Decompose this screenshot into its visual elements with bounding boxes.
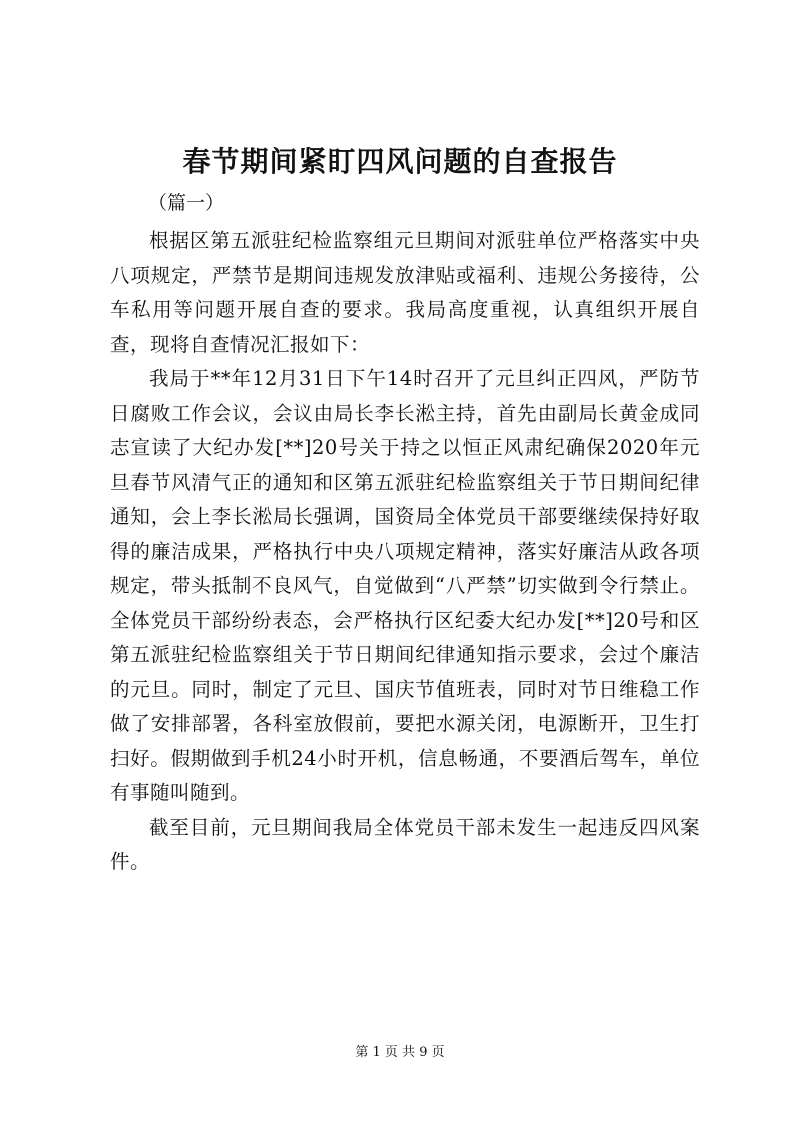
paragraph-1: 根据区第五派驻纪检监察组元旦期间对派驻单位严格落实中央八项规定，严禁节是期间违规发放津贴或福利、违规公务接待，公车私用等问题开展自查的要求。我局高度重视，认真组织开展自查，现将自查情况汇报如下： xyxy=(110,229,700,356)
document-title: 春节期间紧盯四风问题的自查报告 xyxy=(182,145,618,178)
paragraph-3: 截至目前，元旦期间我局全体党员干部未发生一起违反四风案件。 xyxy=(110,815,700,873)
page-footer: 第 1 页 共 9 页 xyxy=(355,1045,445,1060)
section-label: （篇一） xyxy=(148,192,225,214)
paragraph-2: 我局于**年12月31日下午14时召开了元旦纠正四风，严防节日腐败工作会议，会议由局长李长淞主持，首先由副局长黄金成同志宣读了大纪办发[**]20号关于持之以恒正风肃纪确保2020年元旦春节风清气正的通知和区第五派驻纪检监察组关于节日期间纪律通知，会上李长淞局长强调，国资局全体党员干部要继续保持好取得的廉洁成果，严格执行中央八项规定精神，落实好廉洁从政各项规定，带头抵制不良风气，自觉做到“八严禁”切实做到令行禁止。全体党员干部纷纷表态，会严格执行区纪委大纪办发[**]20号和区第五派驻纪检监察组关于节日期间纪律通知指示要求，会过个廉洁的元旦。同时，制定了元旦、国庆节值班表，同时对节日维稳工作做了安排部署，各科室放假前，要把水源关闭，电源断开，卫生打扫好。假期做到手机24小时开机，信息畅通，不要酒后驾车，单位有事随叫随到。 xyxy=(110,367,700,804)
document-body xyxy=(110,224,700,880)
